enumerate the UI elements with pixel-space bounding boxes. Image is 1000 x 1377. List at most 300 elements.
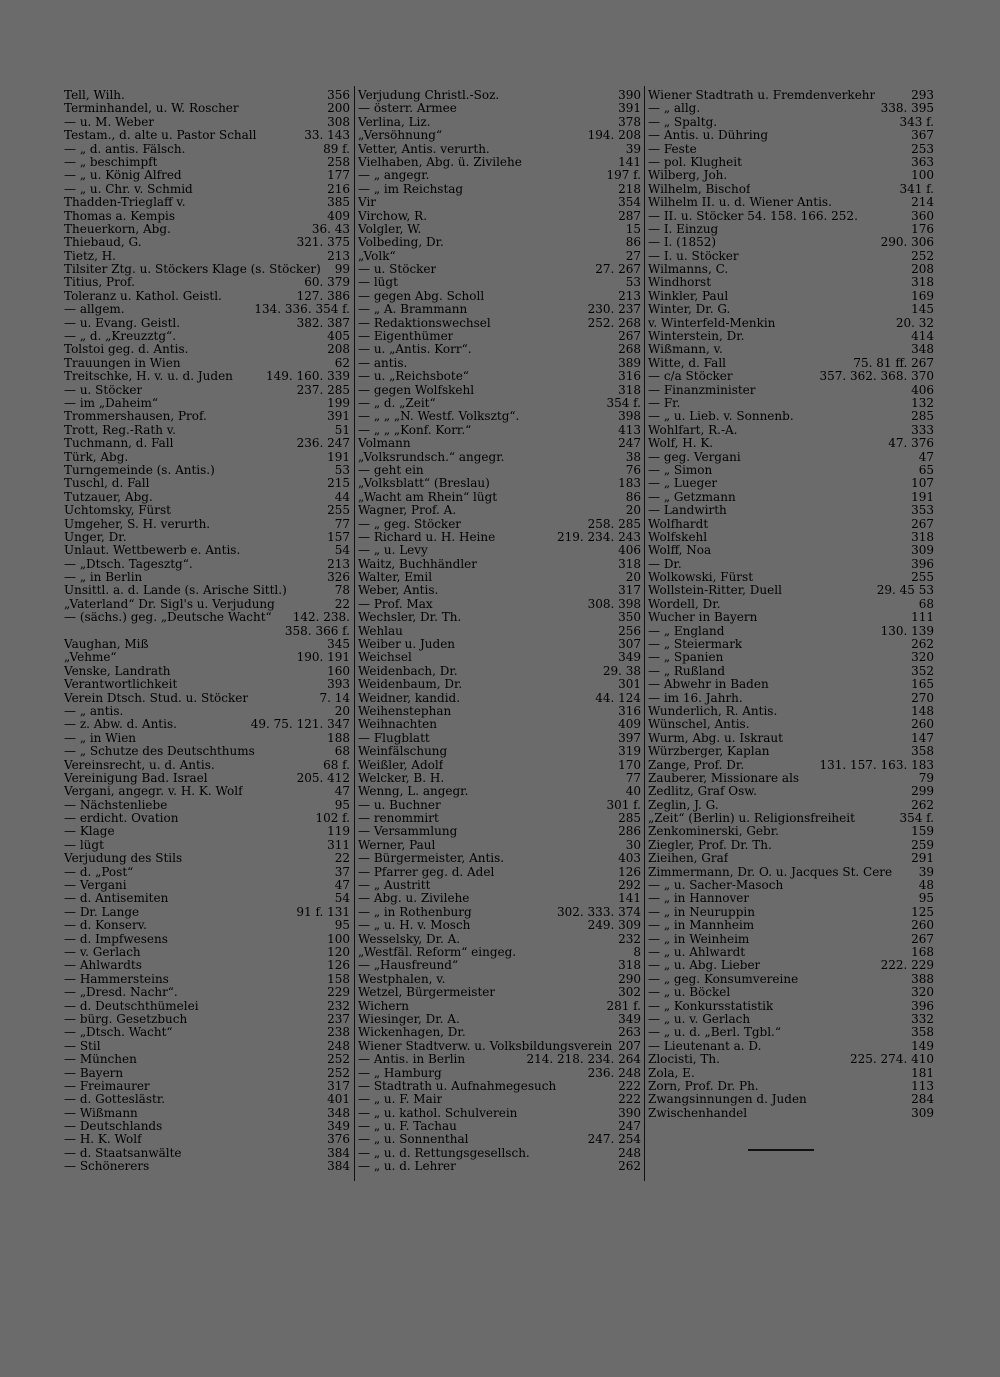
index-entry (648, 491, 934, 504)
entry-pages: 316 (614, 370, 641, 383)
entry-term: Turngemeinde (s. Antis.) (64, 463, 215, 477)
entry-pages: 391 (614, 102, 641, 115)
index-entry (648, 116, 934, 129)
index-entry (358, 986, 641, 999)
entry-pages: 345 (323, 638, 350, 651)
index-entry (648, 986, 934, 999)
entry-term: Wiener Stadtverw. u. Volksbildungsverein (358, 1039, 613, 1053)
entry-term: — Hammersteins (64, 972, 169, 986)
entry-term: „Zeit“ (Berlin) u. Religionsfreiheit (648, 812, 855, 826)
entry-pages: 378 (614, 116, 641, 129)
index-entry (358, 276, 641, 289)
entry-term: — d. Impfwesens (64, 932, 168, 946)
index-entry (358, 1107, 641, 1120)
entry-pages: 290 (614, 973, 641, 986)
end-rule (748, 1149, 814, 1151)
entry-pages: 68 (331, 745, 350, 758)
index-entry (358, 1067, 641, 1080)
entry-pages: 208 (323, 343, 350, 356)
entry-term: v. Winterfeld-Menkin (648, 316, 776, 330)
entry-pages: 33. 143 (300, 129, 350, 142)
entry-pages: 188 (323, 732, 350, 745)
entry-term: — Stil (64, 1039, 101, 1053)
entry-pages: 258 (323, 156, 350, 169)
index-entry (64, 518, 350, 531)
entry-term: Wißmann, v. (648, 343, 723, 357)
entry-term: Westphalen, v. (358, 972, 446, 986)
entry-pages: 44 (331, 491, 350, 504)
index-entry (648, 236, 934, 249)
entry-term: — „ Rußland (648, 664, 726, 678)
entry-term: Wilhelm, Bischof (648, 182, 751, 196)
entry-pages: 100 (907, 169, 934, 182)
entry-term: Thomas a. Kempis (64, 209, 176, 223)
entry-term: — „Dtsch. Wacht“ (64, 1026, 173, 1040)
entry-term: Verein Dtsch. Stud. u. Stöcker (64, 691, 249, 705)
entry-pages: 354 f. (602, 397, 641, 410)
index-entry (648, 1013, 934, 1026)
entry-pages: 68 f. (319, 759, 350, 772)
entry-pages: 318 (907, 276, 934, 289)
entry-term: Wolkowski, Fürst (648, 571, 754, 585)
index-entry (64, 384, 350, 397)
index-entry (64, 839, 350, 852)
index-entry (358, 638, 641, 651)
index-entry (358, 1040, 641, 1053)
entry-pages: 237 (323, 1013, 350, 1026)
entry-term: Wunderlich, R. Antis. (648, 704, 778, 718)
entry-term: — „ geg. Konsumvereine (648, 972, 799, 986)
entry-term: — u. „Antis. Korr“. (358, 343, 472, 357)
entry-term: „Wacht am Rhein“ lügt (358, 490, 498, 504)
entry-term: — lügt (358, 276, 398, 290)
entry-pages: 318 (614, 384, 641, 397)
index-entry (64, 678, 350, 691)
entry-term: Zorn, Prof. Dr. Ph. (648, 1079, 759, 1093)
entry-term: Tietz, H. (64, 249, 116, 263)
index-entry (648, 196, 934, 209)
index-entry (358, 236, 641, 249)
entry-term: — „ „ „N. Westf. Volksztg“. (358, 410, 520, 424)
entry-pages: 350 (614, 611, 641, 624)
entry-term: — II. u. Stöcker 54. 158. 166. 252. (648, 209, 858, 223)
column-divider (644, 86, 645, 1181)
entry-term: — renommirt (358, 812, 439, 826)
index-entry (358, 665, 641, 678)
entry-term: — bürg. Gesetzbuch (64, 1012, 188, 1026)
index-entry (64, 946, 350, 959)
entry-pages: 27 (622, 250, 641, 263)
entry-pages: 145 (907, 303, 934, 316)
entry-term: — österr. Armee (358, 102, 457, 116)
entry-term: Weißler, Adolf (358, 758, 444, 772)
entry-term: Vir (358, 196, 377, 210)
entry-term: Wiesinger, Dr. A. (358, 1012, 460, 1026)
entry-pages: 349 (614, 1013, 641, 1026)
index-entry (648, 1093, 934, 1106)
entry-term: — d. „Post“ (64, 865, 134, 879)
entry-term: — geg. Vergani (648, 450, 741, 464)
entry-term: — München (64, 1053, 137, 1067)
entry-term: — „ u. d. Lehrer (358, 1160, 456, 1174)
index-entry (64, 290, 350, 303)
index-entry (358, 651, 641, 664)
entry-pages: 252. 268 (584, 317, 641, 330)
entry-term: — Prof. Max (358, 597, 433, 611)
entry-term: — „ geg. Stöcker (358, 517, 462, 531)
entry-term: Treitschke, H. v. u. d. Juden (64, 370, 233, 384)
index-entry (648, 317, 934, 330)
entry-term: — „ Konkursstatistik (648, 999, 774, 1013)
index-entry (648, 437, 934, 450)
entry-pages: 267 (614, 330, 641, 343)
entry-pages: 149 (907, 1040, 934, 1053)
index-entry (648, 143, 934, 156)
index-entry (64, 330, 350, 343)
entry-term: — „ Austritt (358, 879, 431, 893)
entry-term: — I. (1852) (648, 236, 717, 250)
index-entry (64, 343, 350, 356)
entry-term: — antis. (358, 356, 408, 370)
entry-pages: 79 (915, 772, 934, 785)
index-entry (648, 464, 934, 477)
entry-term: — Pfarrer geg. d. Adel (358, 865, 495, 879)
entry-term: — Wißmann (64, 1106, 138, 1120)
entry-term: Verantwortlichkeit (64, 678, 178, 692)
index-entry (64, 477, 350, 490)
entry-term: — z. Abw. d. Antis. (64, 718, 177, 732)
entry-pages: 393 (323, 678, 350, 691)
entry-pages: 120 (323, 946, 350, 959)
entry-pages: 247 (614, 1120, 641, 1133)
index-entry (64, 732, 350, 745)
index-entry (64, 1067, 350, 1080)
index-entry (64, 303, 350, 316)
index-entry (358, 718, 641, 731)
index-entry (358, 1053, 641, 1066)
index-entry (64, 210, 350, 223)
index-entry (358, 250, 641, 263)
entry-term: Volgler, W. (358, 222, 422, 236)
entry-pages: 358 (907, 1026, 934, 1039)
entry-pages: 75. 81 ff. 267 (849, 357, 934, 370)
index-entry (64, 531, 350, 544)
entry-pages: 20 (622, 504, 641, 517)
index-entry (358, 571, 641, 584)
entry-pages: 248 (323, 1040, 350, 1053)
entry-pages: 318 (907, 531, 934, 544)
entry-pages: 311 (323, 839, 350, 852)
index-entry (64, 1120, 350, 1133)
index-entry (648, 263, 934, 276)
entry-term: Weihnachten (358, 718, 438, 732)
entry-pages: 168 (907, 946, 934, 959)
entry-term: Zola, E. (648, 1066, 695, 1080)
entry-term: — „ u. Abg. Lieber (648, 959, 761, 973)
entry-pages: 65 (915, 464, 934, 477)
index-column-1 (64, 89, 350, 1189)
entry-pages: 134. 336. 354 f. (250, 303, 350, 316)
entry-term: — allgem. (64, 303, 125, 317)
entry-term: — Abwehr in Baden (648, 678, 769, 692)
entry-pages: 391 (323, 410, 350, 423)
entry-term: Zimmermann, Dr. O. u. Jacques St. Cere (648, 865, 893, 879)
index-entry (648, 424, 934, 437)
index-entry (64, 665, 350, 678)
entry-pages: 360 (907, 210, 934, 223)
entry-term: Titius, Prof. (64, 276, 135, 290)
entry-pages: 54 (331, 544, 350, 557)
entry-pages: 403 (614, 852, 641, 865)
entry-term: Wordell, Dr. (648, 597, 721, 611)
entry-term: — Bayern (64, 1066, 124, 1080)
entry-term: — u. M. Weber (64, 115, 155, 129)
index-entry (358, 116, 641, 129)
index-entry (358, 1160, 641, 1173)
entry-pages: 29. 38 (599, 665, 641, 678)
entry-term: Vielhaben, Abg. ü. Zivilehe (358, 155, 522, 169)
entry-pages: 78 (331, 584, 350, 597)
entry-pages: 252 (323, 1067, 350, 1080)
entry-pages: 60. 379 (300, 276, 350, 289)
entry-term: Weber, Antis. (358, 584, 439, 598)
entry-term: — „ in Hannover (648, 892, 750, 906)
entry-pages: 126 (323, 959, 350, 972)
index-entry (648, 102, 934, 115)
index-entry (358, 129, 641, 142)
entry-pages: 38 (622, 451, 641, 464)
index-entry (64, 852, 350, 865)
entry-pages: 247 (614, 437, 641, 450)
entry-term: Witte, d. Fall (648, 356, 726, 370)
index-entry (358, 330, 641, 343)
entry-term: Verlina, Liz. (358, 115, 431, 129)
entry-pages: 338. 395 (877, 102, 934, 115)
entry-term: — „ u. Levy (358, 544, 428, 558)
entry-term: — Fr. (648, 396, 681, 410)
index-entry (358, 598, 641, 611)
index-entry (64, 1147, 350, 1160)
entry-term: — Flugblatt (358, 731, 430, 745)
entry-term: „Vehme“ (64, 651, 117, 665)
entry-pages: 286 (614, 825, 641, 838)
entry-pages: 39 (915, 866, 934, 879)
index-entry (64, 973, 350, 986)
entry-term: — Stadtrath u. Aufnahmegesuch (358, 1079, 557, 1093)
index-entry (64, 357, 350, 370)
index-entry (648, 906, 934, 919)
entry-term: — „ u. Lieb. v. Sonnenb. (648, 410, 794, 424)
index-entry (64, 397, 350, 410)
entry-term: — c/a Stöcker (648, 370, 733, 384)
index-entry (358, 584, 641, 597)
index-entry (358, 946, 641, 959)
entry-term: — u. Buchner (358, 798, 441, 812)
entry-pages: 321. 375 (293, 236, 350, 249)
entry-term: — d. Gotteslästr. (64, 1093, 166, 1107)
entry-pages: 77 (331, 518, 350, 531)
entry-term: — Antis. in Berlin (358, 1053, 466, 1067)
entry-pages: 390 (614, 1107, 641, 1120)
entry-pages: 252 (907, 250, 934, 263)
entry-pages: 47 (331, 785, 350, 798)
entry-term: Wenng, L. angegr. (358, 785, 469, 799)
entry-term: — „ Lueger (648, 477, 718, 491)
entry-pages: 256 (614, 625, 641, 638)
entry-term: — gegen Wolfskehl (358, 383, 475, 397)
entry-pages: 262 (614, 1160, 641, 1173)
index-entry (64, 1080, 350, 1093)
index-entry (648, 1067, 934, 1080)
index-entry (64, 464, 350, 477)
entry-pages: 149. 160. 339 (262, 370, 350, 383)
entry-term: — u. Stöcker (64, 383, 143, 397)
index-entry (64, 451, 350, 464)
entry-pages: 29. 45 53 (873, 584, 934, 597)
index-entry (358, 1120, 641, 1133)
entry-pages: 293 (907, 89, 934, 102)
entry-term: — u. „Reichsbote“ (358, 370, 469, 384)
entry-term: „Volksblatt“ (Breslau) (358, 477, 490, 491)
entry-pages: 253 (907, 143, 934, 156)
entry-pages: 232 (614, 933, 641, 946)
entry-term: — „Hausfreund“ (358, 959, 459, 973)
index-entry (648, 330, 934, 343)
entry-pages: 232 (323, 1000, 350, 1013)
entry-term: Trauungen in Wien (64, 356, 181, 370)
index-entry (358, 102, 641, 115)
entry-pages: 48 (915, 879, 934, 892)
entry-pages: 20 (331, 705, 350, 718)
entry-pages: 159 (907, 825, 934, 838)
index-entry (358, 156, 641, 169)
index-entry (358, 1147, 641, 1160)
entry-pages: 398 (614, 410, 641, 423)
entry-pages: 54 (331, 892, 350, 905)
index-entry (64, 986, 350, 999)
entry-term: — im 16. Jahrh. (648, 691, 743, 705)
entry-term: — „Dtsch. Tagesztg“. (64, 557, 193, 571)
entry-pages: 413 (614, 424, 641, 437)
index-entry (648, 1040, 934, 1053)
index-entry (358, 504, 641, 517)
entry-pages: 130. 139 (877, 625, 934, 638)
index-entry (648, 638, 934, 651)
entry-pages: 284 (907, 1093, 934, 1106)
entry-pages: 157 (323, 531, 350, 544)
index-entry (64, 143, 350, 156)
entry-pages: 7. 14 (315, 692, 350, 705)
entry-pages: 358 (907, 745, 934, 758)
entry-term: — „ beschimpft (64, 155, 158, 169)
index-entry (648, 210, 934, 223)
entry-pages: 148 (907, 705, 934, 718)
entry-pages: 47. 376 (884, 437, 934, 450)
index-entry (64, 236, 350, 249)
index-entry (64, 1053, 350, 1066)
index-entry (648, 892, 934, 905)
entry-term: Wolfhardt (648, 517, 709, 531)
entry-pages: 354 f. (895, 812, 934, 825)
index-entry (648, 692, 934, 705)
entry-term: Verjudung des Stils (64, 852, 183, 866)
entry-term: Wurm, Abg. u. Iskraut (648, 731, 783, 745)
entry-term: — Vergani (64, 879, 127, 893)
entry-term: Zieihen, Graf (648, 852, 729, 866)
entry-term: „Vaterland“ Dr. Sigl's u. Verjudung (64, 597, 275, 611)
entry-term: — im „Daheim“ (64, 396, 159, 410)
entry-pages: 126 (614, 866, 641, 879)
index-entry (358, 464, 641, 477)
entry-pages: 302. 333. 374 (553, 906, 641, 919)
entry-term: Thiebaud, G. (64, 236, 142, 250)
entry-term: — „ in Wien (64, 731, 137, 745)
index-entry (358, 437, 641, 450)
entry-pages: 341 f. (895, 183, 934, 196)
index-entry (64, 812, 350, 825)
index-entry (64, 437, 350, 450)
entry-term: Vergani, angegr. v. H. K. Wolf (64, 785, 243, 799)
entry-term: Ziegler, Prof. Dr. Th. (648, 838, 772, 852)
entry-term: — d. Deutschthümelei (64, 999, 199, 1013)
entry-pages: 20 (622, 571, 641, 584)
index-entry (648, 1026, 934, 1039)
entry-term: Weidenbaum, Dr. (358, 678, 463, 692)
entry-pages: 352 (907, 665, 934, 678)
entry-pages: 285 (614, 812, 641, 825)
entry-pages: 119 (323, 825, 350, 838)
index-entry (648, 678, 934, 691)
entry-term: Wollstein-Ritter, Duell (648, 584, 782, 598)
entry-term: — d. Antisemiten (64, 892, 169, 906)
entry-term: — Ahlwardts (64, 959, 142, 973)
entry-pages: 302 (614, 986, 641, 999)
entry-term: Zange, Prof. Dr. (648, 758, 745, 772)
entry-term: Vaughan, Miß (64, 638, 149, 652)
index-entry (64, 759, 350, 772)
index-entry (64, 705, 350, 718)
entry-term: „Volksrundsch.“ angegr. (358, 450, 505, 464)
index-entry (648, 946, 934, 959)
entry-pages: 158 (323, 973, 350, 986)
index-entry (64, 129, 350, 142)
entry-pages: 125 (907, 906, 934, 919)
index-entry (358, 692, 641, 705)
entry-pages: 160 (323, 665, 350, 678)
index-entry (648, 477, 934, 490)
index-entry (358, 491, 641, 504)
index-entry (358, 357, 641, 370)
entry-pages: 260 (907, 718, 934, 731)
entry-term: Weihenstephan (358, 704, 452, 718)
entry-term: — Bürgermeister, Antis. (358, 852, 505, 866)
entry-pages: 222. 229 (877, 959, 934, 972)
index-entry (64, 598, 350, 611)
entry-term: Winter, Dr. G. (648, 303, 731, 317)
index-entry (64, 544, 350, 557)
entry-pages: 309 (907, 544, 934, 557)
index-entry (648, 785, 934, 798)
index-entry (64, 625, 350, 638)
index-entry (358, 317, 641, 330)
entry-pages: 301 (614, 678, 641, 691)
index-entry (64, 718, 350, 731)
entry-pages: 332 (907, 1013, 934, 1026)
index-entry (358, 611, 641, 624)
entry-pages: 30 (622, 839, 641, 852)
entry-term: — Richard u. H. Heine (358, 530, 496, 544)
index-entry (358, 852, 641, 865)
